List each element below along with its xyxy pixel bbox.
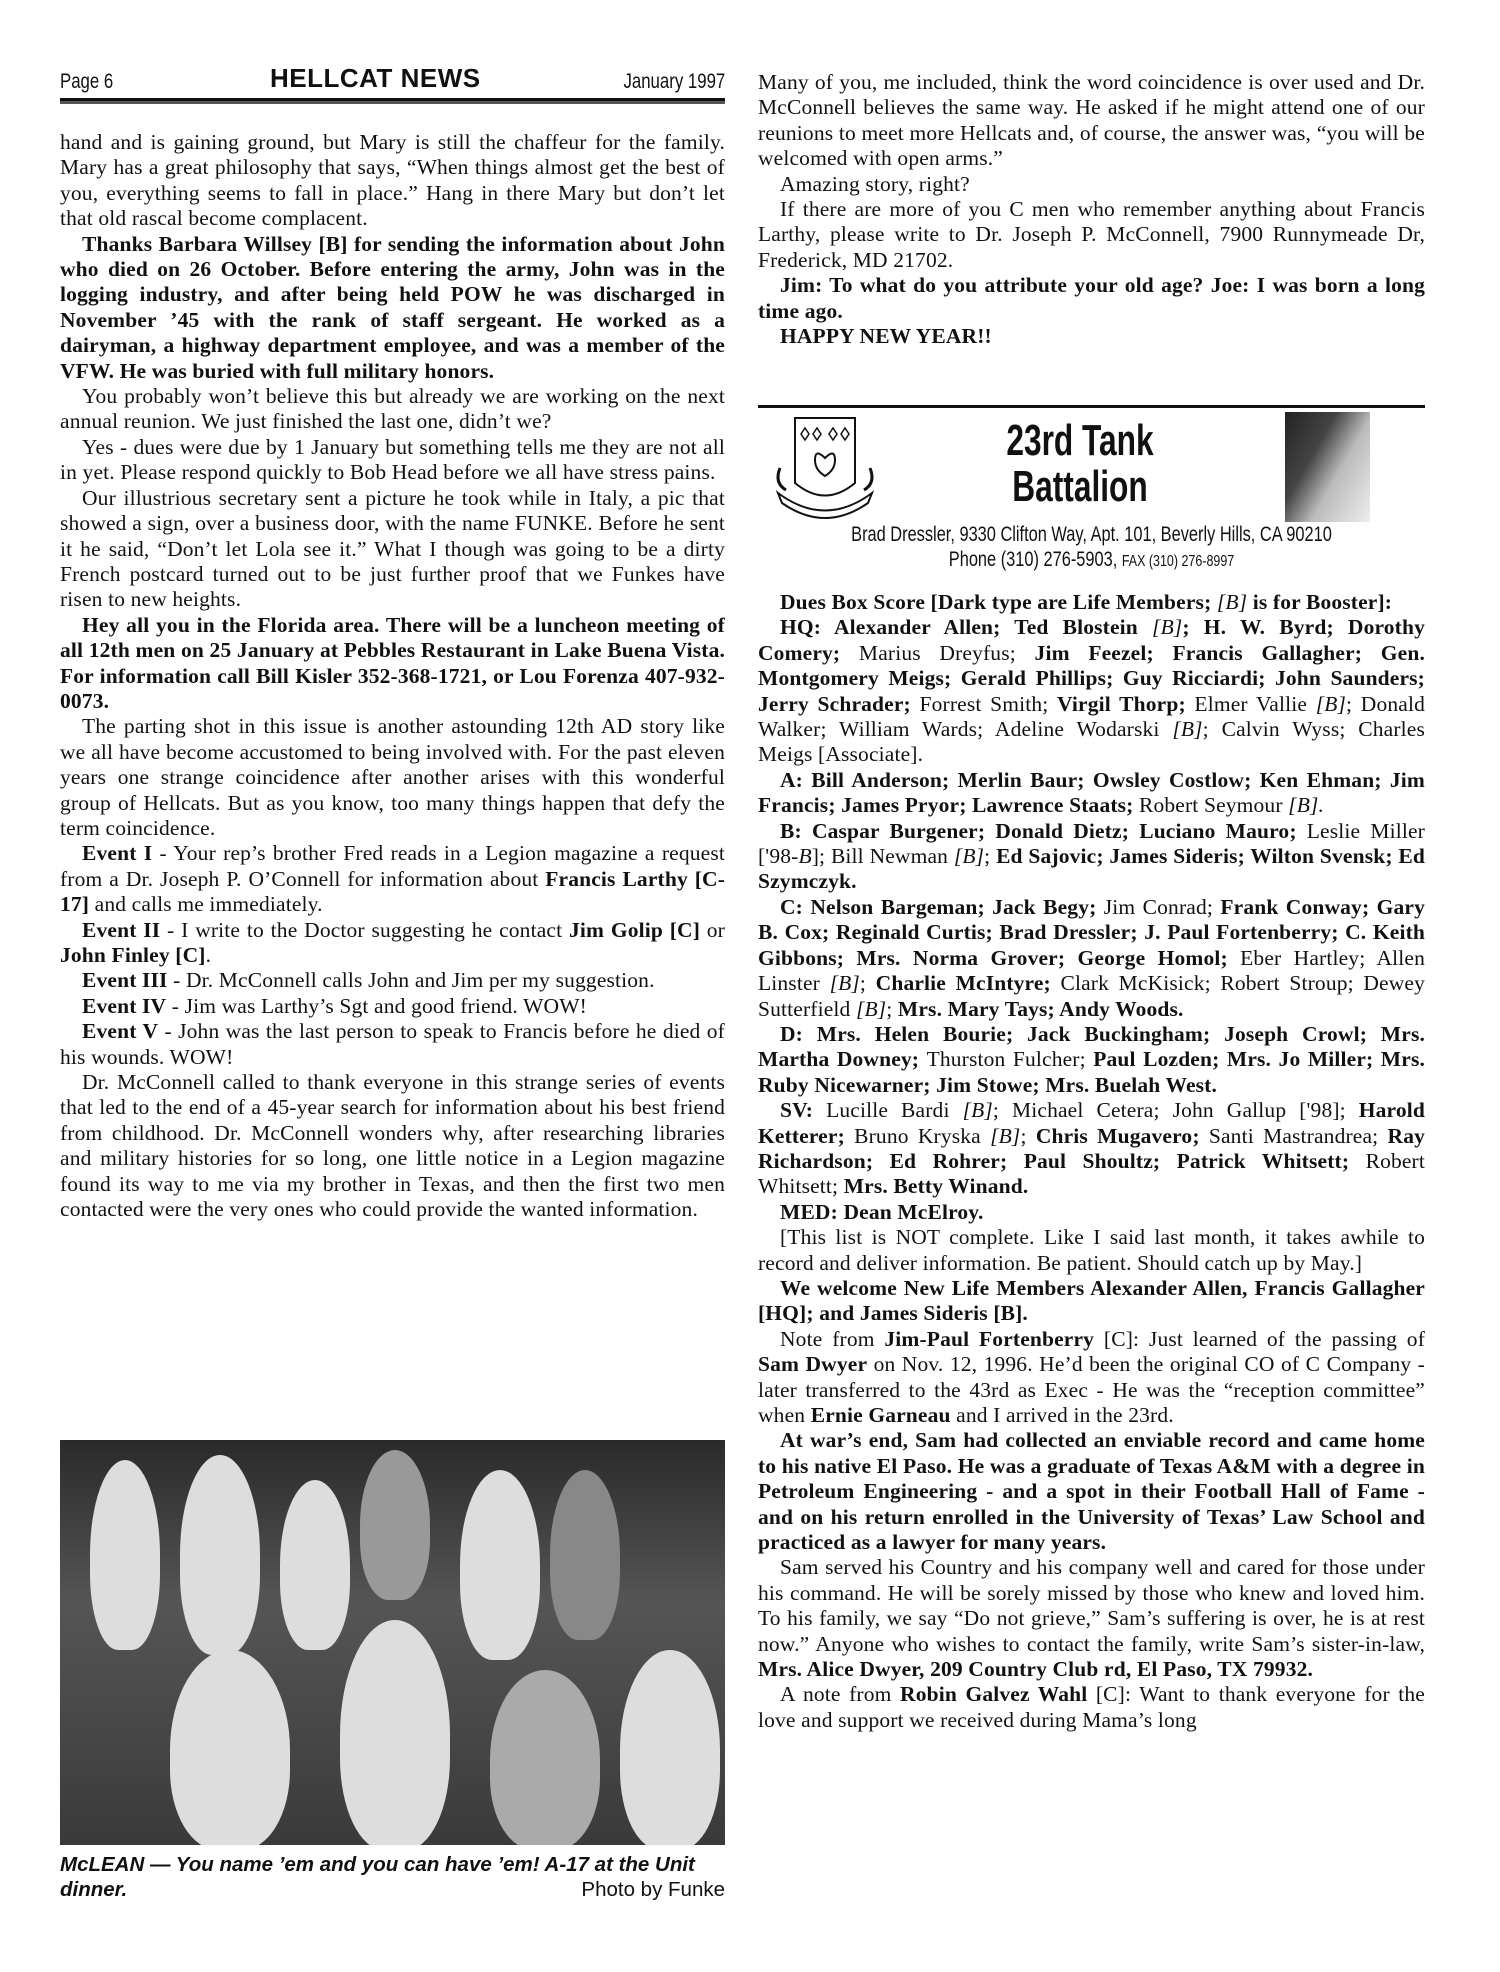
- text-run: Paul Lozden; Mrs. Jo Miller; Mrs. Ruby Nicewarner; Jim Stowe; Mrs. Buelah West.: [758, 1047, 1425, 1097]
- text-run: D: Mrs. Helen Bourie; Jack Buckingham; Joseph Crowl; Mrs. Martha Downey;: [758, 1021, 1425, 1072]
- text-run: SV:: [780, 1098, 827, 1123]
- text-run: Many of you, me included, think the word coincidence is over used and Dr. McConnell believes the same way. He asked if he might attend one of our reunions to meet more Hellcats and, of course, the answer was, “you will be welcomed with open arms.”: [758, 70, 1425, 171]
- battalion-title: [972, 418, 1188, 510]
- paragraph: [758, 895, 1425, 1022]
- text-run: Santi Mastrandrea;: [1208, 1123, 1388, 1148]
- text-run: .: [205, 943, 212, 967]
- text-run: [B]: [829, 971, 860, 996]
- text-run: - Your rep’s brother Fred reads in a Legion magazine a request from a Dr. Joseph P. O’Connell for information about: [60, 841, 725, 891]
- text-run: Jim: To what do you attribute your old age? Joe: I was born a long time ago.: [758, 273, 1425, 323]
- text-run: [B]: [990, 1123, 1021, 1148]
- text-run: Elmer Vallie: [1194, 691, 1316, 716]
- text-run: Event IV: [82, 993, 167, 1018]
- text-run: John Finley [C]: [60, 943, 206, 967]
- left-column-article: [60, 130, 725, 1430]
- page-number: Page 6: [60, 70, 114, 93]
- text-run: [B]: [1152, 615, 1183, 640]
- text-run: Our illustrious secretary sent a picture he took while in Italy, a pic that showed a sign, over a business door, with the name FUNKE. Before he sent it he said, “Don’t let Lola see it.” What I though was going to be a dirty French postcard turned out to be just further proof that we Funkes have risen to new heights.: [60, 485, 725, 612]
- paragraph: [758, 1428, 1425, 1555]
- text-run: Amazing story, right?: [780, 171, 970, 196]
- paragraph: [60, 918, 725, 969]
- text-run: Sam Dwyer: [758, 1352, 868, 1377]
- text-run: Thurston Fulcher;: [926, 1047, 1094, 1072]
- text-run: Jim Conrad;: [1103, 894, 1221, 919]
- text-run: Virgil Thorp;: [1057, 691, 1195, 716]
- text-run: ; Donald Walker; William Wards; Adeline Wodarski: [758, 691, 1425, 742]
- text-run: - Dr. McConnell calls John and Jim per my suggestion.: [167, 968, 655, 993]
- paragraph: [758, 1225, 1425, 1276]
- text-run: Forrest Smith;: [919, 691, 1058, 716]
- header-rule: [60, 98, 725, 101]
- text-run: A note from: [780, 1682, 901, 1707]
- text-run: [B]: [962, 1098, 993, 1123]
- text-run: Sam served his Country and his company well and cared for those under his command. He will be sorely missed by those who knew and loved him. To his family, we say “Do not grieve,” Sam’s suffering is over, he is at rest now.” Anyone who wishes to contact the family, write Sam’s sister-in-law,: [758, 1555, 1425, 1656]
- text-run: Event II: [82, 917, 161, 942]
- text-run: Francis Larthy [C-17]: [60, 866, 725, 917]
- text-run: [B]: [1216, 590, 1248, 614]
- text-run: Harold Ketterer;: [758, 1098, 1425, 1148]
- paragraph: [758, 590, 1425, 615]
- text-run: Ernie Garneau: [810, 1403, 951, 1427]
- paragraph: [758, 768, 1425, 819]
- text-run: Event III: [82, 968, 168, 993]
- text-run: ;: [984, 844, 997, 869]
- text-run: MED: Dean McElroy.: [780, 1199, 984, 1224]
- text-run: ]; Bill Newman: [811, 844, 954, 869]
- text-run: Dues Box Score [Dark type are Life Members;: [780, 590, 1217, 614]
- text-run: hand and is gaining ground, but Mary is still the chaffeur for the family. Mary has a great philosophy that says, “When things almost get the best of you, everything seems to fall in place.” Hang in there Mary but don’t let that old rascal become complacent.: [60, 130, 725, 231]
- paragraph: [758, 1682, 1425, 1733]
- text-run: Robin Galvez Wahl: [900, 1682, 1088, 1707]
- text-run: Eber Hartley; Allen Linster: [758, 945, 1425, 996]
- newsletter-title: HELLCAT NEWS: [270, 63, 481, 93]
- text-run: [B]: [953, 844, 985, 869]
- paragraph: [60, 841, 725, 917]
- paragraph: [758, 172, 1425, 197]
- text-run: Bruno Kryska: [854, 1123, 991, 1148]
- text-run: Thanks Barbara Willsey [B] for sending the information about John who died on 26 October. Before entering the army, John was in the logging industry, and after being held POW he was discharged in November ’45 with the rank of staff sergeant. He worked as a dairyman, a highway department employee, and was a member of the VFW. He was buried with full military honors.: [60, 231, 725, 383]
- group-photo: [60, 1440, 725, 1845]
- text-run: Event I: [82, 841, 153, 866]
- paragraph: [60, 613, 725, 715]
- text-run: is for Booster]:: [1247, 590, 1393, 614]
- paragraph: [758, 615, 1425, 767]
- paragraph: [758, 273, 1425, 324]
- paragraph: [758, 1098, 1425, 1200]
- text-run: ; Michael Cetera; John Gallup ['98];: [992, 1098, 1359, 1123]
- paragraph: [60, 384, 725, 435]
- text-run: Marius Dreyfus;: [858, 640, 1035, 665]
- issue-date: January 1997: [623, 70, 725, 93]
- rep-contact: [758, 522, 1425, 574]
- rep-portrait: [1285, 412, 1370, 522]
- paragraph: [60, 994, 725, 1019]
- text-run: B: Caspar Burgener; Donald Dietz; Luciano Mauro;: [780, 818, 1307, 843]
- text-run: Event V: [82, 1019, 159, 1044]
- paragraph: [60, 1070, 725, 1222]
- text-run: Robert Whitsett;: [758, 1148, 1425, 1199]
- text-run: Frank Conway; Gary B. Cox; Reginald Curtis; Brad Dressler; J. Paul Fortenberry; C. Keith Gibbons; Mrs. Norma Grover; George Homol;: [758, 894, 1425, 970]
- paragraph: [60, 435, 725, 486]
- text-run: and I arrived in the 23rd.: [950, 1403, 1174, 1427]
- text-run: [C]: Just learned of the passing of: [1094, 1326, 1425, 1351]
- text-run: ;: [859, 971, 876, 996]
- paragraph: [60, 486, 725, 613]
- text-run: Leslie Miller ['98-: [758, 818, 1425, 869]
- text-run: Ray Richardson; Ed Rohrer; Paul Shoultz; Patrick Whitsett;: [758, 1123, 1425, 1173]
- caption-text: McLEAN — You name ’em and you can have ’em! A-17 at the Unit dinner.: [60, 1853, 695, 1901]
- right-column-article: [758, 70, 1425, 349]
- text-run: Chris Mugavero;: [1035, 1123, 1209, 1148]
- text-run: [C]: Want to thank everyone for the love and support we received during Mama’s long: [758, 1682, 1425, 1732]
- paragraph: [758, 1276, 1425, 1327]
- paragraph: [60, 714, 725, 841]
- text-run: If there are more of you C men who remember anything about Francis Larthy, please write to Dr. Joseph P. McConnell, 7900 Runnymeade Dr, Frederick, MD 21702.: [758, 197, 1425, 272]
- text-run: Mrs. Alice Dwyer, 209 Country Club rd, El Paso, TX 79932.: [758, 1657, 1314, 1682]
- paragraph: [60, 130, 725, 232]
- text-run: HQ: Alexander Allen; Ted Blostein: [780, 615, 1153, 640]
- text-run: Robert Seymour: [1139, 793, 1289, 818]
- paragraph: [60, 968, 725, 993]
- paragraph: [60, 232, 725, 384]
- text-run: Hey all you in the Florida area. There will be a luncheon meeting of all 12th men on 25 January at Pebbles Restaurant in Lake Buena Vista. For information call Bill Kisler 352-368-1721, or Lou Forenza 407-932-0073.: [60, 612, 725, 713]
- text-run: - I write to the Doctor suggesting he contact: [160, 917, 569, 942]
- text-run: Charlie McIntyre;: [875, 971, 1061, 996]
- battalion-crest-icon: [770, 413, 880, 523]
- paragraph: [758, 1327, 1425, 1429]
- text-run: HAPPY NEW YEAR!!: [780, 324, 992, 349]
- photo-credit: Photo by Funke: [581, 1878, 725, 1901]
- rep-phone-line: [831, 547, 1351, 574]
- text-run: on Nov. 12, 1996. He’d been the original CO of C Company - later transferred to the 43rd as Exec - He was the “reception committee” when: [758, 1352, 1425, 1427]
- text-run: - Jim was Larthy’s Sgt and good friend. WOW!: [166, 993, 587, 1018]
- section-divider: [758, 405, 1425, 408]
- text-run: The parting shot in this issue is another astounding 12th AD story like we all have become accustomed to being involved with. For the past eleven years one strange coincidence after another arises with this wonderful group of Hellcats. But as you know, too many things happen that defy the term coincidence.: [60, 714, 725, 840]
- text-run: At war’s end, Sam had collected an enviable record and came home to his native El Paso. He was a graduate of Texas A&M with a degree in Petroleum Engineering - and a spot in their Football Hall of Fame - and on his return enrolled in the University of Texas’ Law School and practiced as a lawyer for many years.: [758, 1428, 1425, 1555]
- text-run: C: Nelson Bargeman; Jack Begy;: [780, 894, 1104, 919]
- text-run: or: [700, 917, 725, 942]
- text-run: [B]: [855, 996, 887, 1021]
- text-run: Jim Golip [C]: [568, 917, 701, 942]
- text-run: [This list is NOT complete. Like I said last month, it takes awhile to record and deliver information. Be patient. Should catch up by May.]: [758, 1225, 1425, 1275]
- text-run: Jim-Paul Fortenberry: [884, 1326, 1095, 1351]
- paragraph: [60, 1019, 725, 1070]
- photo-caption: [60, 1852, 725, 1902]
- text-run: ;: [886, 996, 898, 1021]
- paragraph: [758, 324, 1425, 349]
- rep-address: Brad Dressler, 9330 Clifton Way, Apt. 101, Beverly Hills, CA 90210: [851, 523, 1332, 546]
- text-run: A: Bill Anderson; Merlin Baur; Owsley Costlow; Ken Ehman; Jim Francis; James Pryor; Lawrence Staats;: [758, 767, 1425, 818]
- text-run: Mrs. Betty Winand.: [843, 1174, 1029, 1199]
- text-run: Ed Sajovic; James Sideris; Wilton Svensk; Ed Szymczyk.: [758, 844, 1425, 894]
- text-run: ; Calvin Wyss; Charles Meigs [Associate].: [758, 717, 1425, 767]
- paragraph: [758, 1200, 1425, 1225]
- paragraph: [758, 1022, 1425, 1098]
- rep-phone: Phone (310) 276-5903,: [948, 548, 1118, 571]
- text-run: [B].: [1288, 793, 1325, 818]
- paragraph: [758, 819, 1425, 895]
- text-run: We welcome New Life Members Alexander Allen, Francis Gallagher [HQ]; and James Sideris [B].: [758, 1275, 1425, 1326]
- text-run: B: [798, 844, 812, 869]
- text-run: ; H. W. Byrd; Dorothy Comery;: [758, 615, 1425, 665]
- text-run: - John was the last person to speak to Francis before he died of his wounds. WOW!: [60, 1019, 725, 1069]
- text-run: ;: [1020, 1123, 1036, 1148]
- text-run: [B]: [1172, 717, 1203, 742]
- page-header: [60, 62, 725, 96]
- text-run: Clark McKisick; Robert Stroup; Dewey Sutterfield: [758, 971, 1425, 1021]
- battalion-title-line1: 23rd Tank: [1006, 416, 1154, 465]
- rep-fax: FAX (310) 276-8997: [1121, 553, 1235, 570]
- text-run: Note from: [780, 1326, 885, 1351]
- text-run: Dr. McConnell called to thank everyone in this strange series of events that led to the end of a 45-year search for information about his best friend from childhood. Dr. McConnell wonders why, after researching libraries and military histories for so long, one little notice in a Legion magazine found its way to me via my brother in Texas, and then the first two men contacted were the very ones who could provide the wanted information.: [60, 1070, 725, 1222]
- paragraph: [758, 1555, 1425, 1682]
- text-run: You probably won’t believe this but already we are working on the next annual reunion. We just finished the last one, didn’t we?: [60, 384, 725, 434]
- dues-box-score-article: [758, 590, 1425, 1965]
- text-run: Jim Feezel; Francis Gallagher; Gen. Montgomery Meigs; Gerald Phillips; Guy Ricciardi; John Saunders; Jerry Schrader;: [758, 640, 1425, 716]
- text-run: [B]: [1315, 691, 1347, 716]
- paragraph: [758, 197, 1425, 273]
- text-run: and calls me immediately.: [89, 892, 323, 917]
- text-run: Lucille Bardi: [826, 1098, 963, 1123]
- battalion-title-line2: Battalion: [1012, 462, 1148, 511]
- paragraph: [758, 70, 1425, 172]
- text-run: Mrs. Mary Tays; Andy Woods.: [897, 996, 1184, 1021]
- text-run: Yes - dues were due by 1 January but something tells me they are not all in yet. Please respond quickly to Bob Head before we all have stress pains.: [60, 434, 725, 485]
